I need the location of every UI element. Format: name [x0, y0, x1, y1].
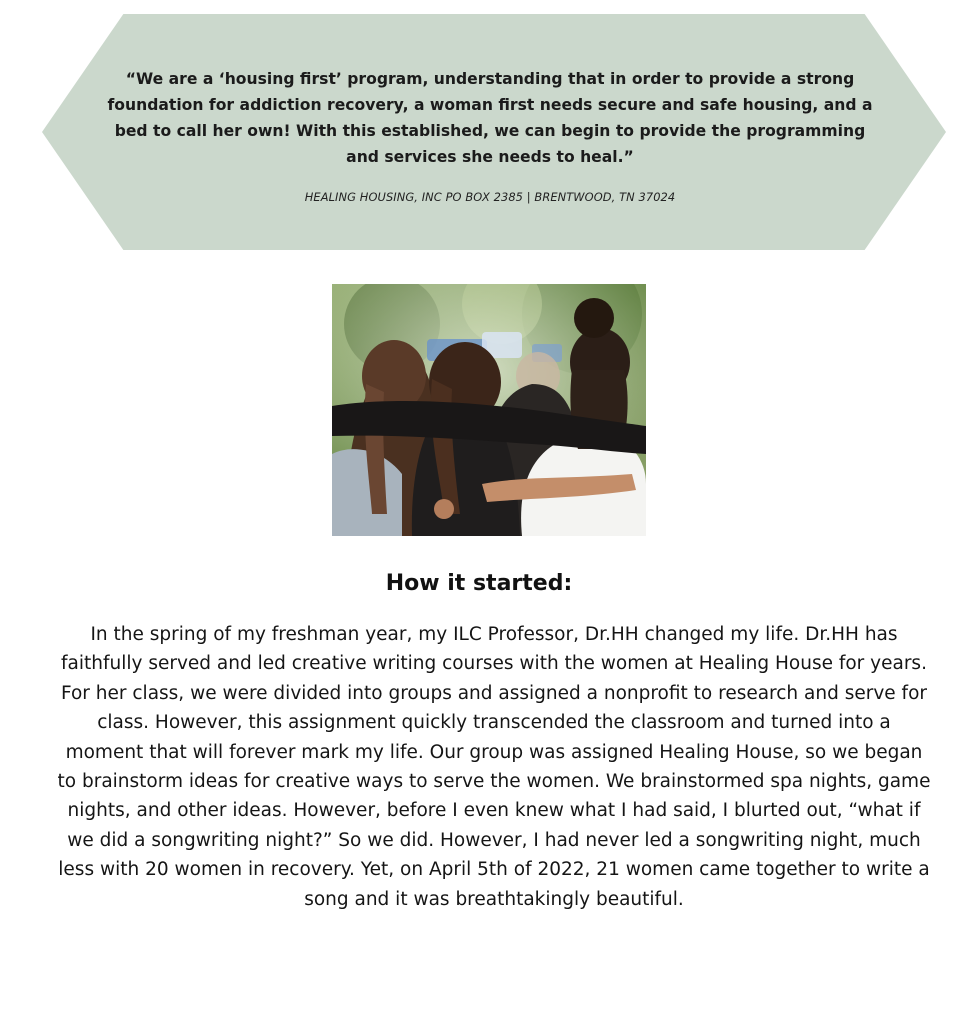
organization-address: HEALING HOUSING, INC PO BOX 2385 | BRENTWOOD, TN 37024 — [304, 190, 676, 204]
section-heading: How it started: — [385, 571, 573, 596]
photo-illustration — [332, 284, 646, 536]
housing-first-quote: “We are a ‘housing first’ program, understanding that in order to provide a strong foundation for addiction recovery, a woman first needs secure and safe housing, and a bed to call her own! With this established, we can begin to provide the programming and services she needs to heal.” — [107, 70, 873, 166]
story-paragraph: In the spring of my freshman year, my ILC Professor, Dr.HH changed my life. Dr.HH has faithfully served and led creative writing courses with the women at Healing House for years. For her class, we were divided into groups and assigned a nonprofit to research and serve for class. However, this assignment quickly transcended the classroom and turned into a moment that will forever mark my life. Our group was assigned Healing House, so we began to brainstorm ideas for creative ways to serve the women. We brainstormed spa nights, game nights, and other ideas. However, before I even knew what I had said, I blurted out, “what if we did a songwriting night?” So we did. However, I had never led a songwriting night, much less with 20 women in recovery. Yet, on April 5th of 2022, 21 women came together to write a song and it was breathtakingly beautiful. — [57, 624, 931, 910]
women-embracing-photo — [332, 284, 646, 536]
